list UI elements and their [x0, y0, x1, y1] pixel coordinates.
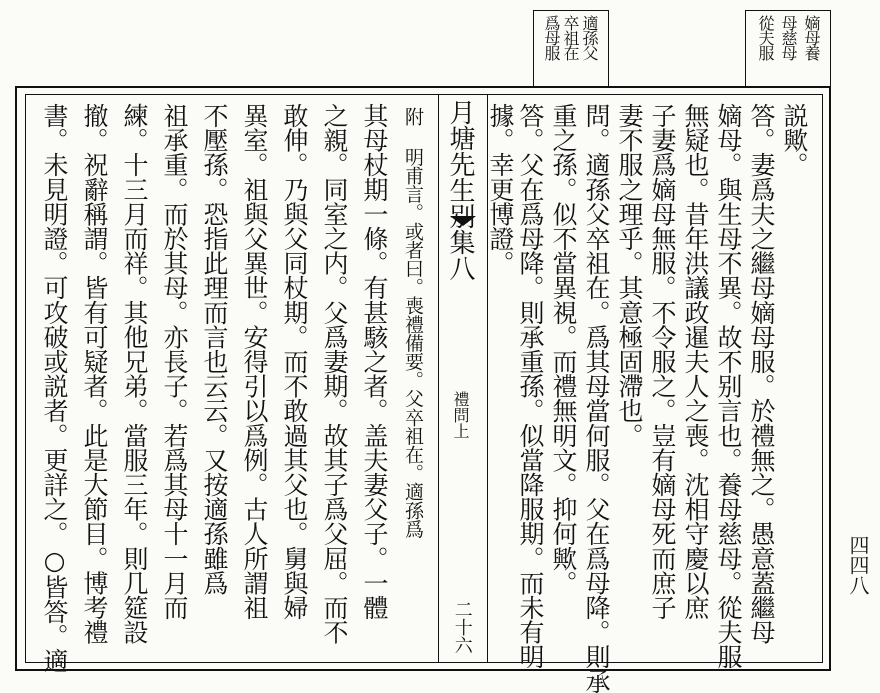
text-column: 撤。祝辭稱謂。皆有可疑者。此是大節目。博考禮 — [80, 103, 109, 645]
text-column: 無疑也。昔年洪議政暹夫人之喪。沈相守慶以庶 — [681, 103, 710, 620]
text-column: 之親。同室之内。父爲妻期。故其子爲父屈。而不 — [320, 103, 349, 645]
headnote-line: 母慈母 — [779, 15, 798, 60]
headnote-line: 從夫服 — [756, 15, 775, 60]
text-column: 説歟。 — [780, 103, 809, 177]
text-column: 重之孫。似不當異視。而禮無明文。抑何歟。 — [549, 103, 578, 596]
headnote-line: 爲母服 — [542, 15, 561, 60]
text-column: 其母杖期一條。有甚駭之者。盖夫妻父子。一體 — [360, 103, 389, 620]
headnote-line: 卒祖在 — [561, 15, 580, 60]
text-column: 答。父在爲母降。則承重孫。似當降服期。而未有明 — [516, 103, 545, 669]
text-column: 據。幸更博證。 — [486, 103, 515, 276]
headnote-line: 適孫父 — [580, 15, 599, 60]
text-column: 祖承重。而於其母。亦長子。若爲其母十一月而 — [160, 103, 189, 620]
headnote-line: 嫡母養 — [802, 15, 821, 60]
text-column: 子妻爲嫡母無服。不令服之。豈有嫡母死而庶子 — [648, 103, 677, 620]
page-number: 四四八 — [846, 535, 870, 595]
text-column: 敢伸。乃與父同杖期。而不敢過其父也。舅與婦 — [280, 103, 309, 620]
text-column: 附 明甫言。或者曰。喪禮備要。父卒祖在。適孫爲 — [402, 107, 424, 538]
text-column: 異室。祖與父異世。安得引以爲例。古人所謂祖 — [240, 103, 269, 620]
center-fold — [438, 95, 488, 662]
text-block — [25, 94, 823, 693]
section-title: 禮問上 — [451, 391, 470, 439]
fish-tail-mark — [450, 216, 476, 226]
book-title: 月塘先生别集八 — [445, 99, 475, 281]
text-column: 不壓孫。恐指此理而言也云云。又按適孫雖爲 — [200, 103, 229, 596]
text-column: 答。妻爲夫之繼母嫡母服。於禮無之。愚意蓋繼母 — [747, 103, 776, 645]
folio-number: 二十六 — [451, 600, 473, 654]
text-column: 嫡母。與生母不異。故不别言也。養母慈母。從夫服 — [714, 103, 743, 669]
text-column: 妻不服之理乎。其意極固滯也。 — [615, 103, 644, 448]
text-column: 問。適孫父卒祖在。爲其母當何服。父在爲母降。則承 — [582, 103, 611, 693]
page-frame — [15, 86, 831, 693]
headnote-tab-left — [533, 10, 609, 88]
headnote-tab-right — [745, 10, 831, 88]
text-column: 書。未見明證。可攻破或説者。更詳之。○皆答。適 — [40, 103, 69, 673]
text-column: 練。十三月而祥。其他兄弟。當服三年。則几筵設 — [120, 103, 149, 645]
